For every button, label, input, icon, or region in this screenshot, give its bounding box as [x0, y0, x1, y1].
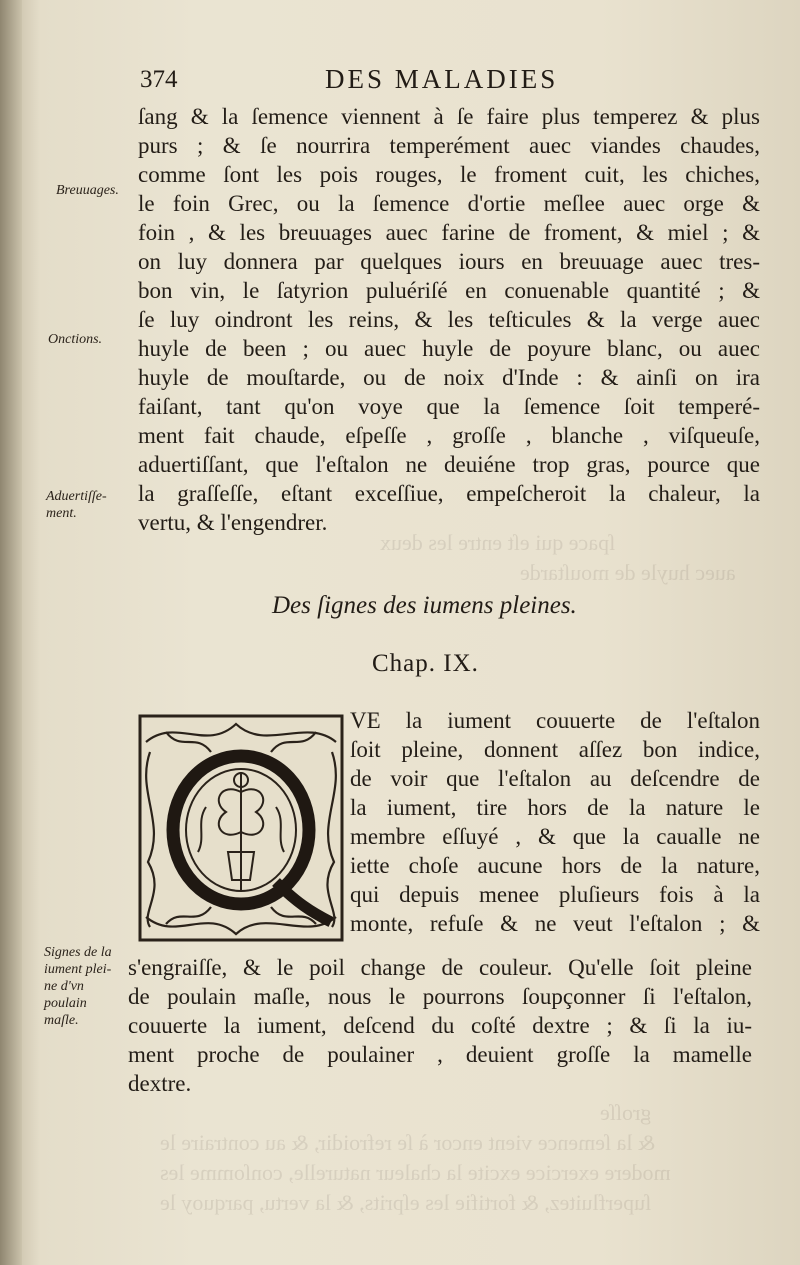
text-line: purs ; & ſe nourrira temperément auec viandes chaudes,: [138, 133, 760, 158]
margin-note-text: poulain: [44, 996, 87, 1011]
margin-note-text: iument plei-: [44, 962, 112, 977]
chapter-text: [350, 706, 760, 938]
margin-note-breuuages: [56, 182, 119, 199]
show-through: ſuperfluitez, & fortifie les eſprits, & la vertu, parquoy le: [160, 1190, 652, 1215]
show-through: & la ſemence vient encor à ſe refroidir, & au contraire le: [160, 1130, 656, 1155]
margin-note-onctions: [48, 331, 102, 348]
text-line: s'engraiſſe, & le poil change de couleur. Qu'elle ſoit pleine: [128, 955, 752, 980]
page-header: [140, 62, 760, 102]
page-number: 374: [140, 66, 178, 93]
text-line: qui depuis menee pluſieurs fois à la: [350, 882, 760, 907]
text-line: huyle de mouſtarde, ou de noix d'Inde : & ainſi on ira: [138, 365, 760, 390]
running-title: DES MALADIES: [325, 64, 559, 94]
text-line: faiſant, tant qu'on voye que la ſemence ſoit temperé-: [138, 394, 760, 419]
text-line: bon vin, le ſatyrion puluériſé en conuenable quantité ; &: [138, 278, 760, 303]
margin-note-text: ment.: [46, 506, 77, 521]
text-line: foin , & les breuuages auec farine de froment, & miel ; &: [138, 220, 760, 245]
margin-note-text: Onctions.: [48, 332, 103, 347]
binding-shadow: [0, 0, 22, 1265]
text-line: de poulain maſle, nous le pourrons ſoupçonner ſi l'eſtalon,: [128, 984, 752, 1009]
text-line: aduertiſſant, que l'eſtalon ne deuiéne trop gras, pource que: [138, 452, 760, 477]
text-line: de voir que l'eſtalon au deſcendre de: [350, 766, 760, 791]
show-through: modere exercice excite la chaleur naturelle, conſomme les: [160, 1160, 671, 1185]
margin-note-text: ne d'vn: [44, 979, 84, 994]
text-line: VE la iument couuerte de l'eſtalon: [350, 708, 760, 733]
text-line: dextre.: [128, 1071, 192, 1096]
text-line: membre eſſuyé , & que la caualle ne: [350, 824, 760, 849]
margin-note-text: maſle.: [44, 1013, 79, 1028]
text-line: ment fait chaude, eſpeſſe , groſſe , blanche , viſqueuſe,: [138, 423, 760, 448]
margin-note-text: Aduertiſſe-: [46, 489, 107, 504]
chapter-heading: Chap. IX.: [372, 650, 479, 677]
margin-note-aduertissement: [46, 488, 107, 522]
text-line: ſoit pleine, donnent aſſez bon indice,: [350, 737, 760, 762]
text-line: vertu, & l'engendrer.: [138, 510, 328, 535]
margin-note-text: Breuuages.: [56, 183, 119, 198]
text-line: le foin Grec, ou la ſemence d'ortie meſlee auec orge &: [138, 191, 760, 216]
section-title: Des ſignes des iumens pleines.: [272, 592, 577, 619]
decorated-initial-q: [136, 712, 346, 944]
text-line: on luy donnera par quelques iours en breuuage auec tres-: [138, 249, 760, 274]
margin-note-signes: [44, 944, 112, 1029]
text-line: ment proche de poulainer , deuient groſſe la mamelle: [128, 1042, 752, 1067]
margin-note-text: Signes de la: [44, 945, 112, 960]
text-line: comme ſont les pois rouges, le froment cuit, les chiches,: [138, 162, 760, 187]
text-line: couuerte la iument, deſcend du coſté dextre ; & ſi la iu-: [128, 1013, 752, 1038]
text-line: la graſſeſſe, eſtant exceſſiue, empeſcheroit la chaleur, la: [138, 481, 760, 506]
show-through: auec huyle de mouſtarde: [520, 560, 736, 585]
text-line: ſe luy oindront les reins, & les teſticules & la verge auec: [138, 307, 760, 332]
text-line: huyle de been ; ou auec huyle de poyure blanc, ou auec: [138, 336, 760, 361]
show-through: ſpace qui eſt entre les deux: [380, 530, 616, 555]
chapter-text-continued: [128, 953, 752, 1098]
text-line: la iument, tire hors de la nature le: [350, 795, 760, 820]
text-line: iette choſe aucune hors de la nature,: [350, 853, 760, 878]
show-through: groſſe: [600, 1100, 652, 1125]
text-line: ſang & la ſemence viennent à ſe faire plus temperez & plus: [138, 104, 760, 129]
body-text: [138, 102, 760, 537]
text-line: monte, refuſe & ne veut l'eſtalon ; &: [350, 911, 760, 936]
